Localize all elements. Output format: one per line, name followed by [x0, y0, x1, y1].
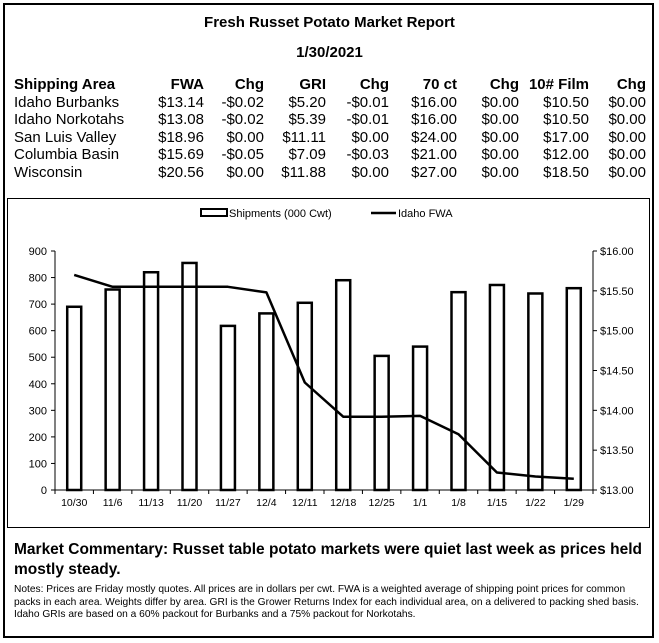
header-gri-chg: Chg	[359, 76, 389, 93]
cell-70ct: $21.00	[411, 146, 457, 164]
cell-10-film: $18.50	[543, 163, 589, 181]
right-tick-label: $14.50	[600, 365, 634, 378]
cell-gri-chg: -$0.01	[346, 111, 389, 129]
shipments-bar	[298, 303, 312, 490]
left-tick-label: 100	[28, 458, 47, 471]
cell-10-film-chg: $0.00	[608, 146, 646, 164]
x-tick-label: 11/13	[138, 497, 164, 509]
x-tick-label: 12/11	[292, 497, 318, 509]
right-tick-label: $13.50	[600, 445, 634, 458]
chart-legend	[201, 208, 453, 220]
left-tick-label: 800	[28, 272, 47, 285]
cell-10-film: $10.50	[543, 93, 589, 111]
table-row	[14, 146, 646, 164]
cell-70ct: $16.00	[411, 93, 457, 111]
report-date: 1/30/2021	[296, 44, 363, 61]
header-70ct-chg: Chg	[489, 76, 519, 93]
cell-fwa-chg: -$0.02	[221, 93, 264, 111]
shipments-bars	[67, 263, 581, 490]
cell-70ct: $24.00	[411, 128, 457, 146]
left-tick-label: 700	[28, 299, 47, 312]
legend-swatch-shipments	[201, 209, 227, 216]
cell-10-film-chg: $0.00	[608, 93, 646, 111]
x-tick-label: 12/18	[330, 497, 357, 509]
cell-fwa: $20.56	[158, 163, 204, 181]
cell-gri-chg: -$0.01	[346, 93, 389, 111]
legend-label-shipments: Shipments (000 Cwt)	[229, 208, 332, 220]
report-title: Fresh Russet Potato Market Report	[204, 14, 455, 31]
legend-label-idaho-fwa: Idaho FWA	[398, 208, 453, 220]
market-table	[14, 76, 646, 182]
shipments-bar	[144, 272, 158, 490]
left-tick-label: 0	[40, 485, 47, 497]
right-tick-label: $13.00	[600, 485, 634, 497]
right-tick-label: $15.50	[600, 285, 634, 298]
cell-gri: $7.09	[288, 146, 326, 164]
cell-gri-chg: $0.00	[351, 163, 389, 181]
shipments-bar	[106, 290, 120, 490]
header-gri: GRI	[299, 76, 326, 93]
cell-70ct: $27.00	[411, 163, 457, 181]
shipments-bar	[221, 326, 235, 490]
cell-70ct-chg: $0.00	[481, 111, 519, 129]
right-tick-label: $14.00	[600, 405, 634, 418]
right-tick-label: $15.00	[600, 325, 634, 338]
x-tick-label: 11/20	[176, 497, 203, 509]
cell-fwa-chg: -$0.02	[221, 111, 264, 129]
cell-fwa-chg: $0.00	[226, 128, 264, 146]
cell-fwa-chg: $0.00	[226, 163, 264, 181]
report-notes: Notes: Prices are Friday mostly quotes. All prices are in dollars per cwt. FWA is a weighted average of shipping point prices for common packs in each area. Weights differ by area. GRI is the Grower Returns Index for each individual area, on a delivered to packing shed basis. Idaho GRIs are based on a 60% packout for Burbanks and a 75% packout for Norkotahs.	[14, 584, 639, 620]
shipments-bar	[67, 307, 81, 490]
left-tick-label: 400	[28, 378, 47, 391]
cell-area: Columbia Basin	[14, 146, 120, 164]
combo-chart	[8, 199, 649, 527]
x-tick-label: 1/1	[412, 497, 428, 509]
left-tick-label: 900	[28, 246, 47, 258]
shipments-bar	[452, 292, 466, 490]
x-tick-label: 12/4	[256, 497, 277, 509]
cell-area: Idaho Burbanks	[14, 93, 120, 111]
cell-10-film-chg: $0.00	[608, 128, 646, 146]
shipments-bar	[490, 285, 504, 490]
cell-10-film: $12.00	[543, 146, 589, 164]
table-row	[14, 164, 646, 182]
cell-gri: $5.39	[288, 111, 326, 129]
left-tick-label: 500	[28, 352, 47, 365]
header-10-film-chg: Chg	[616, 76, 646, 93]
shipments-bar	[375, 356, 389, 490]
chart-container	[7, 198, 650, 528]
cell-10-film: $17.00	[543, 128, 589, 146]
table-row	[14, 94, 646, 112]
shipments-bar	[259, 313, 273, 490]
cell-70ct-chg: $0.00	[481, 146, 519, 164]
cell-gri: $11.11	[282, 128, 326, 146]
cell-10-film: $10.50	[543, 111, 589, 129]
cell-70ct-chg: $0.00	[481, 163, 519, 181]
x-tick-label: 1/29	[563, 497, 585, 509]
market-commentary: Market Commentary: Russet table potato markets were quiet last week as prices held mostly steady.	[14, 541, 642, 578]
x-tick-label: 11/6	[102, 497, 123, 509]
header-70ct: 70 ct	[422, 76, 457, 93]
cell-fwa: $18.96	[158, 128, 204, 146]
x-tick-label: 10/30	[61, 497, 88, 509]
cell-fwa-chg: -$0.05	[221, 146, 264, 164]
left-tick-label: 300	[28, 405, 47, 418]
right-tick-label: $16.00	[600, 246, 634, 258]
cell-area: San Luis Valley	[14, 128, 117, 146]
header-fwa-chg: Chg	[234, 76, 264, 93]
x-tick-label: 1/8	[451, 497, 466, 509]
left-tick-label: 200	[28, 431, 47, 444]
cell-10-film-chg: $0.00	[608, 111, 646, 129]
cell-gri-chg: $0.00	[351, 128, 389, 146]
x-tick-label: 11/27	[215, 497, 241, 509]
header-10-film: 10# Film	[528, 76, 589, 93]
header-shipping-area: Shipping Area	[14, 76, 116, 93]
header-fwa: FWA	[170, 76, 204, 93]
cell-70ct-chg: $0.00	[481, 128, 519, 146]
x-tick-labels	[61, 497, 584, 509]
cell-fwa: $13.08	[158, 111, 204, 129]
cell-gri: $11.88	[281, 163, 326, 181]
cell-70ct: $16.00	[411, 111, 457, 129]
x-tick-label: 1/15	[486, 497, 508, 509]
cell-gri-chg: -$0.03	[346, 146, 389, 164]
shipments-bar	[528, 293, 542, 490]
cell-gri: $5.20	[288, 93, 326, 111]
x-tick-label: 1/22	[525, 497, 546, 509]
cell-70ct-chg: $0.00	[481, 93, 519, 111]
cell-area: Idaho Norkotahs	[14, 111, 125, 129]
x-tick-label: 12/25	[368, 497, 395, 509]
cell-area: Wisconsin	[14, 163, 83, 181]
table-row	[14, 129, 646, 147]
shipments-bar	[336, 280, 350, 490]
cell-fwa: $13.14	[158, 93, 204, 111]
shipments-bar	[567, 288, 581, 490]
left-tick-label: 600	[28, 325, 47, 338]
shipments-bar	[183, 263, 197, 490]
table-header-row	[14, 76, 646, 94]
table-row	[14, 111, 646, 129]
cell-fwa: $15.69	[158, 146, 204, 164]
cell-10-film-chg: $0.00	[608, 163, 646, 181]
